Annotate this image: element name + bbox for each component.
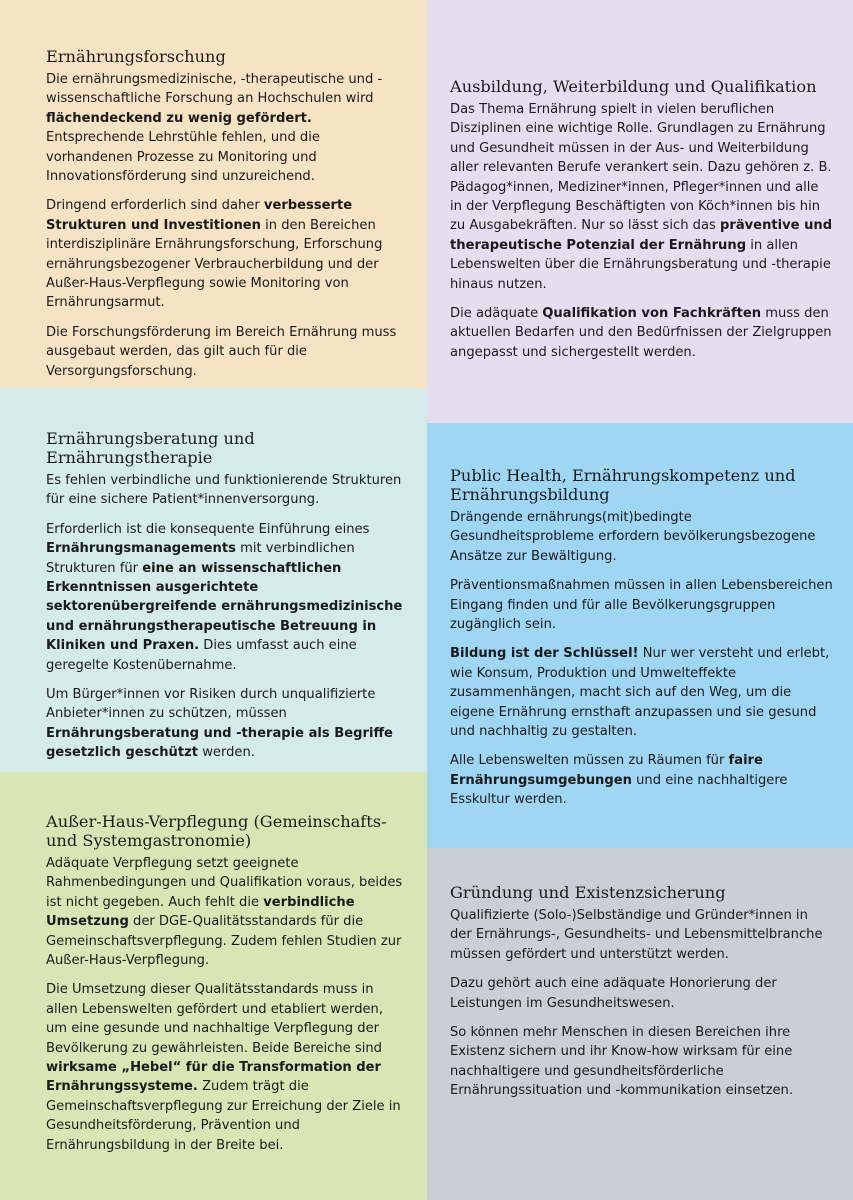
emphasis-text: flächendeckend zu wenig gefördert. — [46, 110, 312, 126]
emphasis-text: Ernährungsmanagements — [46, 541, 236, 557]
panel-ausbildung — [427, 0, 853, 423]
panel-paragraph: Das Thema Ernährung spielt in vielen beruflichen Disziplinen eine wichtige Rolle. Grundlagen zu Ernährung und Gesundheit müssen in der Aus- und Weiterbildung aller relevanten Berufe verankert sein. Dazu gehören z. B. Pädagog*innen, Mediziner*innen, Pfleger*innen und alle in der Verpflegung Beschäftigten von Köch*innen bis hin zu Ausgabekräften. Nur so lässt sich das präventive und therapeutische Potenzial der Ernährung in allen Lebenswelten über die Ernährungsberatung und -therapie hinaus nutzen. — [450, 102, 833, 292]
panel-public-health — [427, 423, 853, 848]
emphasis-text: Ernährungsberatung und -therapie als Begriffe gesetzlich geschützt — [46, 725, 393, 761]
panel-title: Gründung und Existenzsicherung — [450, 883, 726, 902]
panel-paragraph: Bildung ist der Schlüssel! Nur wer versteht und erlebt, wie Konsum, Produktion und Umwelteffekte zusammenhängen, macht sich auf den Weg, um die eigene Ernährung ernsthaft anzupassen und sie gesund und nachhaltig zu gestalten. — [450, 646, 830, 740]
panel-paragraph: Die adäquate Qualifikation von Fachkräften muss den aktuellen Bedarfen und den Bedürfnissen der Zielgruppen angepasst und sichergestellt werden. — [450, 306, 832, 360]
panel-paragraph: Drängende ernährungs(mit)bedingte Gesundheitsprobleme erfordern bevölkerungsbezogene Ansätze zur Bewältigung. — [450, 510, 816, 564]
emphasis-text: Bildung ist der Schlüssel! — [450, 646, 639, 662]
panel-paragraph: So können mehr Menschen in diesen Bereichen ihre Existenz sichern und ihr Know-how wirksam für eine nachhaltigere und gesundheitsförderliche Ernährungssituation und -kommunikation einsetzen. — [450, 1025, 794, 1099]
panel-paragraph: Präventionsmaßnahmen müssen in allen Lebensbereichen Eingang finden und für alle Bevölkerungsgruppen zugänglich sein. — [450, 578, 833, 633]
panel-paragraph: Dazu gehört auch eine adäquate Honorierung der Leistungen im Gesundheitswesen. — [450, 976, 777, 1011]
panel-paragraph: Um Bürger*innen vor Risiken durch unqualifizierte Anbieter*innen zu schützen, müssen Ernährungsberatung und -therapie als Begriffe gesetzlich geschützt werden. — [46, 687, 393, 761]
panel-gruendung — [427, 848, 853, 1200]
panel-title: Ernährungsforschung — [46, 47, 226, 66]
panel-paragraph: Erforderlich ist die konsequente Einführung eines Ernährungsmanagements mit verbindlichen Strukturen für eine an wissenschaftlichen Erkenntnissen ausgerichtete sektorenübergreifende ernährungsmedizinische und ernährungstherapeutische Betreuung in Kliniken und Praxen. Dies umfasst auch eine geregelte Kostenübernahme. — [46, 521, 403, 673]
emphasis-text: präventive und therapeutische Potenzial der Ernährung — [450, 218, 833, 253]
panel-paragraph: Qualifizierte (Solo-)Selbständige und Gründer*innen in der Ernährungs-, Gesundheits- und Lebensmittelbranche müssen gefördert und unterstützt werden. — [450, 908, 823, 962]
panel-paragraph: Es fehlen verbindliche und funktionierende Strukturen für eine sichere Patient*innenversorgung. — [46, 473, 402, 508]
emphasis-text: verbindliche Umsetzung — [46, 894, 355, 930]
panel-paragraph: Dringend erforderlich sind daher verbesserte Strukturen und Investitionen in den Bereichen interdisziplinäre Ernährungsforschung, Erforschung ernährungsbezogener Verbraucherbildung und der Außer-Haus-Verpflegung sowie Monitoring von Ernährungsarmut. — [46, 198, 383, 311]
emphasis-text: verbesserte Strukturen und Investitionen — [46, 198, 353, 233]
emphasis-text: Qualifikation von Fachkräften — [542, 306, 762, 322]
panel-paragraph: Alle Lebenswelten müssen zu Räumen für faire Ernährungsumgebungen und eine nachhaltigere Esskultur werden. — [450, 753, 788, 808]
emphasis-text: wirksame „Hebel“ für die Transformation der Ernährungssysteme. — [46, 1060, 382, 1095]
panel-ausser-haus-verpflegung — [0, 772, 427, 1200]
panel-title: Ausbildung, Weiterbildung und Qualifikation — [450, 77, 817, 96]
panel-ernaehrungsforschung — [0, 0, 427, 388]
panel-ernaehrungsberatung — [0, 388, 427, 772]
panel-paragraph: Die Umsetzung dieser Qualitätsstandards muss in allen Lebenswelten gefördert und etabliert werden, um eine gesunde und nachhaltige Verpflegung der Bevölkerung zu gewährleisten. Beide Bereiche sind wirksame „Hebel“ für die Transformation der Ernährungssysteme. Zudem trägt die Gemeinschaftsverpflegung zur Erreichung der Ziele in Gesundheitsförderung, Prävention und Ernährungsbildung in der Breite bei. — [46, 982, 401, 1153]
panel-title: Ernährungsberatung und Ernährungstherapie — [46, 429, 255, 467]
emphasis-text: eine an wissenschaftlichen Erkenntnissen ausgerichtete sektorenübergreifende ernährungsmedizinische und ernährungstherapeutische Betreuung in Kliniken und Praxen. — [46, 560, 403, 654]
panel-title: Außer-Haus-Verpflegung (Gemeinschafts- und Systemgastronomie) — [46, 812, 387, 850]
panel-paragraph: Die ernährungsmedizinische, -therapeutische und -wissenschaftliche Forschung an Hochschulen wird flächendeckend zu wenig gefördert. Entsprechende Lehrstühle fehlen, und die vorhandenen Prozesse zu Monitoring und Innovationsförderung sind unzureichend. — [46, 72, 383, 185]
panel-title: Public Health, Ernährungskompetenz und Ernährungsbildung — [450, 466, 796, 504]
panel-paragraph: Adäquate Verpflegung setzt geeignete Rahmenbedingungen und Qualifikation voraus, beides ist nicht gegeben. Auch fehlt die verbindliche Umsetzung der DGE-Qualitätsstandards für die Gemeinschaftsverpflegung. Zudem fehlen Studien zur Außer-Haus-Verpflegung. — [46, 856, 403, 969]
emphasis-text: faire Ernährungsumgebungen — [450, 753, 763, 788]
panel-paragraph: Die Forschungsförderung im Bereich Ernährung muss ausgebaut werden, das gilt auch für die Versorgungsforschung. — [46, 324, 397, 379]
